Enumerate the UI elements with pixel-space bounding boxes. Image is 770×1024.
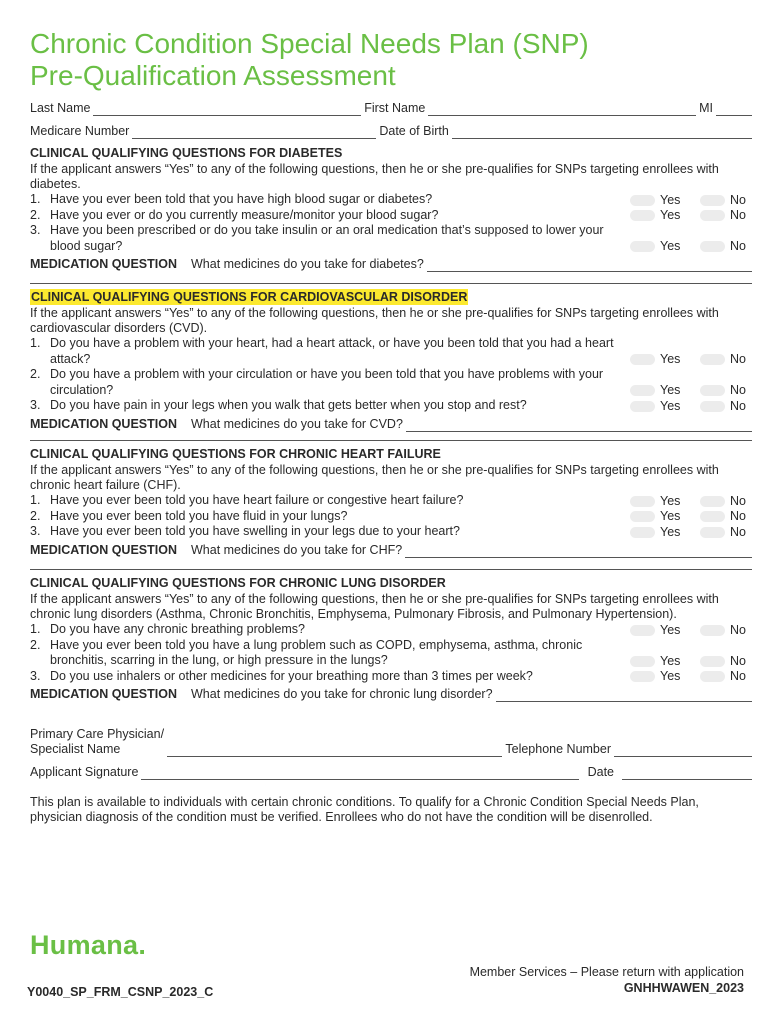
question-text: Have you ever been told that you have high blood sugar or diabetes?	[50, 192, 433, 206]
yes-label: Yes	[660, 383, 681, 397]
no-label: No	[730, 192, 746, 207]
no-label: No	[730, 669, 746, 683]
no-radio[interactable]	[700, 354, 725, 365]
form-id: GNHHWAWEN_2023	[623, 981, 744, 995]
question-item	[30, 622, 752, 638]
medication-answer-field[interactable]	[406, 421, 752, 432]
yes-label: Yes	[660, 192, 681, 207]
medication-question	[30, 687, 752, 702]
section-divider	[30, 283, 752, 284]
yes-no-choice	[630, 193, 752, 208]
no-radio[interactable]	[700, 511, 725, 522]
question-number: 1.	[30, 336, 41, 350]
yes-radio[interactable]	[630, 210, 655, 221]
yes-label: Yes	[660, 493, 681, 508]
no-radio[interactable]	[700, 671, 725, 682]
medication-label: MEDICATION QUESTION	[30, 687, 177, 701]
physician-label-line-2: Specialist Name	[30, 742, 121, 756]
humana-logo: Humana.	[30, 930, 147, 960]
yes-radio[interactable]	[630, 241, 655, 252]
no-radio[interactable]	[700, 625, 725, 636]
yes-radio[interactable]	[630, 625, 655, 636]
yes-radio[interactable]	[630, 401, 655, 412]
question-number: 3.	[30, 398, 41, 412]
last-name-field[interactable]	[93, 105, 361, 116]
yes-no-choice	[630, 399, 752, 414]
question-item	[30, 669, 752, 685]
yes-no-choice	[630, 494, 752, 509]
physician-row	[30, 727, 752, 757]
yes-label: Yes	[660, 239, 681, 253]
yes-radio[interactable]	[630, 354, 655, 365]
no-label: No	[730, 653, 746, 668]
yes-label: Yes	[660, 398, 681, 413]
medication-question	[30, 543, 752, 558]
question-number: 2.	[30, 508, 41, 523]
section-heading: CLINICAL QUALIFYING QUESTIONS FOR CARDIOVASCULAR DISORDER	[31, 290, 468, 304]
member-services-text: Member Services – Please return with application	[469, 965, 744, 979]
yes-radio[interactable]	[630, 496, 655, 507]
question-number: 1.	[30, 622, 41, 636]
physician-label	[30, 727, 164, 757]
question-item	[30, 524, 752, 540]
title-line-2: Pre-Qualification Assessment	[30, 60, 396, 91]
yes-no-choice	[630, 383, 752, 398]
section-intro: If the applicant answers “Yes” to any of the following questions, then he or she pre-qualifies for SNPs targeting enrollees with diabetes.	[30, 162, 719, 191]
question-item	[30, 509, 752, 525]
question-text: Have you ever been told you have a lung problem such as COPD, emphysema, asthma, chronic bronchitis, scarring in the lung, or high pressure in the lungs?	[50, 637, 583, 667]
question-number: 1.	[30, 493, 41, 507]
no-label: No	[730, 383, 746, 397]
yes-label: Yes	[660, 669, 681, 683]
last-name-label: Last Name	[30, 101, 91, 115]
medication-answer-field[interactable]	[496, 691, 752, 702]
question-text: Have you been prescribed or do you take insulin or an oral medication that’s supposed to lower your blood sugar?	[50, 223, 604, 253]
question-text: Do you have pain in your legs when you walk that gets better when you stop and rest?	[50, 398, 527, 412]
question-number: 3.	[30, 524, 41, 538]
medication-question-text: What medicines do you take for CHF?	[191, 542, 403, 557]
question-number: 1.	[30, 192, 41, 206]
question-text: Have you ever been told you have fluid in your lungs?	[50, 508, 348, 523]
first-name-label: First Name	[364, 101, 426, 115]
section-intro: If the applicant answers “Yes” to any of the following questions, then he or she pre-qualifies for SNPs targeting enrollees with chronic lung disorders (Asthma, Chronic Bronchitis, Emphysema, Pulmonary Fibrosis, and Pulmonary Hypertension).	[30, 592, 719, 621]
yes-label: Yes	[660, 622, 681, 637]
yes-radio[interactable]	[630, 511, 655, 522]
section-heart-failure	[30, 446, 752, 558]
dob-label: Date of Birth	[379, 124, 449, 138]
yes-no-choice	[630, 352, 752, 367]
question-text: Do you have any chronic breathing problems?	[50, 622, 306, 636]
section-divider	[30, 569, 752, 570]
signature-label: Applicant Signature	[30, 765, 139, 779]
medication-label: MEDICATION QUESTION	[30, 416, 177, 431]
page-title	[30, 28, 750, 92]
date-label: Date	[587, 765, 614, 779]
question-item	[30, 336, 752, 367]
medication-question	[30, 257, 752, 272]
telephone-label: Telephone Number	[505, 742, 611, 756]
yes-label: Yes	[660, 208, 681, 222]
first-name-field[interactable]	[428, 105, 696, 116]
yes-label: Yes	[660, 524, 681, 539]
section-heading: CLINICAL QUALIFYING QUESTIONS FOR CHRONIC LUNG DISORDER	[30, 576, 446, 590]
yes-no-choice	[630, 239, 752, 254]
signature-row	[30, 765, 752, 780]
question-item	[30, 367, 752, 398]
yes-no-choice	[630, 525, 752, 540]
yes-label: Yes	[660, 509, 681, 523]
title-line-1: Chronic Condition Special Needs Plan (SNP)	[30, 28, 589, 59]
yes-no-choice	[630, 654, 752, 669]
medication-label: MEDICATION QUESTION	[30, 542, 177, 557]
yes-no-choice	[630, 208, 752, 223]
question-item	[30, 192, 752, 208]
no-label: No	[730, 398, 746, 413]
mi-label: MI	[699, 101, 713, 115]
yes-no-choice	[630, 509, 752, 524]
yes-no-choice	[630, 623, 752, 638]
form-code: Y0040_SP_FRM_CSNP_2023_C	[27, 985, 214, 999]
no-label: No	[730, 622, 746, 637]
section-intro: If the applicant answers “Yes” to any of the following questions, then he or she pre-qualifies for SNPs targeting enrollees with cardiovascular disorders (CVD).	[30, 306, 719, 335]
telephone-field[interactable]	[614, 746, 752, 757]
physician-name-field[interactable]	[167, 746, 502, 757]
medication-question-text: What medicines do you take for chronic lung disorder?	[191, 687, 493, 701]
no-radio[interactable]	[700, 210, 725, 221]
medicare-row	[30, 124, 752, 139]
question-number: 2.	[30, 207, 41, 222]
no-radio[interactable]	[700, 195, 725, 206]
section-intro: If the applicant answers “Yes” to any of the following questions, then he or she pre-qualifies for SNPs targeting enrollees with chronic heart failure (CHF).	[30, 463, 719, 492]
yes-radio[interactable]	[630, 527, 655, 538]
medication-question-text: What medicines do you take for diabetes?	[191, 257, 424, 271]
section-diabetes	[30, 145, 752, 272]
yes-no-choice	[630, 669, 752, 684]
question-item	[30, 223, 752, 254]
question-number: 3.	[30, 223, 41, 237]
yes-radio[interactable]	[630, 195, 655, 206]
question-text: Do you use inhalers or other medicines for your breathing more than 3 times per week?	[50, 668, 533, 683]
medication-question	[30, 417, 752, 432]
no-label: No	[730, 509, 746, 523]
medication-label: MEDICATION QUESTION	[30, 257, 177, 271]
no-radio[interactable]	[700, 527, 725, 538]
question-item	[30, 398, 752, 414]
mi-field[interactable]	[716, 105, 752, 116]
medication-answer-field[interactable]	[405, 547, 752, 558]
medicare-number-field[interactable]	[132, 128, 376, 139]
question-number: 3.	[30, 668, 41, 683]
medication-answer-field[interactable]	[427, 261, 752, 272]
question-text: Have you ever or do you currently measure/monitor your blood sugar?	[50, 207, 439, 222]
no-radio[interactable]	[700, 385, 725, 396]
signature-field[interactable]	[141, 769, 578, 780]
no-radio[interactable]	[700, 401, 725, 412]
section-lung-disorder	[30, 575, 752, 702]
question-text: Do you have a problem with your heart, had a heart attack, or have you been told that you had a heart attack?	[50, 336, 614, 366]
question-text: Have you ever been told you have heart failure or congestive heart failure?	[50, 493, 464, 507]
no-label: No	[730, 352, 746, 366]
section-divider	[30, 440, 752, 441]
yes-label: Yes	[660, 653, 681, 668]
question-item	[30, 493, 752, 509]
eligibility-note: This plan is available to individuals with certain chronic conditions. To qualify for a Chronic Condition Special Needs Plan, physician diagnosis of the condition must be verified. Enrollees who do not have the condition will be disenrolled.	[30, 795, 699, 824]
dob-field[interactable]	[452, 128, 752, 139]
question-text: Have you ever been told you have swelling in your legs due to your heart?	[50, 524, 460, 538]
section-heading: CLINICAL QUALIFYING QUESTIONS FOR CHRONIC HEART FAILURE	[30, 447, 441, 461]
medication-question-text: What medicines do you take for CVD?	[191, 416, 403, 431]
physician-label-line-1: Primary Care Physician/	[30, 727, 165, 741]
medicare-number-label: Medicare Number	[30, 124, 130, 138]
yes-radio[interactable]	[630, 656, 655, 667]
date-field[interactable]	[622, 769, 752, 780]
no-label: No	[730, 208, 746, 222]
question-text: Do you have a problem with your circulation or have you been told that you have problems with your circulation?	[50, 367, 604, 397]
section-cardiovascular	[30, 289, 752, 432]
no-radio[interactable]	[700, 241, 725, 252]
yes-label: Yes	[660, 352, 681, 366]
no-label: No	[730, 524, 746, 539]
question-item	[30, 208, 752, 224]
section-heading: CLINICAL QUALIFYING QUESTIONS FOR DIABETES	[30, 146, 343, 160]
no-radio[interactable]	[700, 496, 725, 507]
question-number: 2.	[30, 637, 41, 652]
footer-right	[470, 964, 744, 996]
question-item	[30, 638, 752, 669]
question-number: 2.	[30, 367, 41, 381]
name-row	[30, 101, 752, 116]
no-radio[interactable]	[700, 656, 725, 667]
no-label: No	[730, 493, 746, 508]
yes-radio[interactable]	[630, 385, 655, 396]
no-label: No	[730, 239, 746, 253]
yes-radio[interactable]	[630, 671, 655, 682]
